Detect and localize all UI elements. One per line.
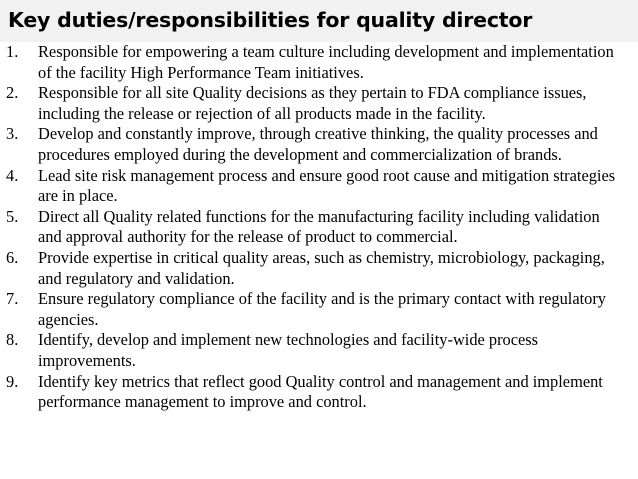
item-text: Ensure regulatory compliance of the facility and is the primary contact with regulatory agencies. [38, 289, 607, 329]
item-number: 9. [6, 371, 19, 391]
item-number: 2. [6, 83, 19, 103]
list-item [0, 372, 638, 413]
item-number: 5. [6, 206, 19, 226]
item-number: 8. [6, 330, 19, 350]
page-title: Key duties/responsibilities for quality director [8, 8, 533, 32]
item-text: Provide expertise in critical quality areas, such as chemistry, microbiology, packaging, and regulatory and validation. [38, 247, 605, 288]
list-item [0, 289, 638, 330]
list-item [0, 166, 638, 207]
list-item [0, 124, 638, 165]
item-number: 4. [6, 165, 19, 185]
item-text: Identify, develop and implement new technologies and facility-wide process improvements. [38, 330, 539, 370]
duties-list [0, 42, 638, 413]
list-item [0, 248, 638, 289]
item-number: 7. [6, 289, 19, 309]
item-text: Responsible for empowering a team culture including development and implementation of the facility High Performance Team initiatives. [38, 42, 614, 82]
item-text: Develop and constantly improve, through creative thinking, the quality processes and procedures employed during the development and commercialization of brands. [38, 124, 598, 164]
list-item [0, 207, 638, 248]
title-bar [0, 0, 638, 42]
list-item [0, 330, 638, 371]
item-text: Identify key metrics that reflect good Quality control and management and implement performance management to improve and control. [38, 371, 603, 412]
list-item [0, 42, 638, 83]
item-number: 6. [6, 247, 19, 267]
list-item [0, 83, 638, 124]
item-text: Responsible for all site Quality decisions as they pertain to FDA compliance issues, including the release or rejection of all products made in the facility. [38, 83, 587, 123]
item-text: Lead site risk management process and ensure good root cause and mitigation strategies are in place. [38, 165, 616, 206]
item-number: 1. [6, 42, 19, 61]
item-text: Direct all Quality related functions for the manufacturing facility including validation and approval authority for the release of product to commercial. [38, 206, 600, 247]
item-number: 3. [6, 124, 19, 144]
